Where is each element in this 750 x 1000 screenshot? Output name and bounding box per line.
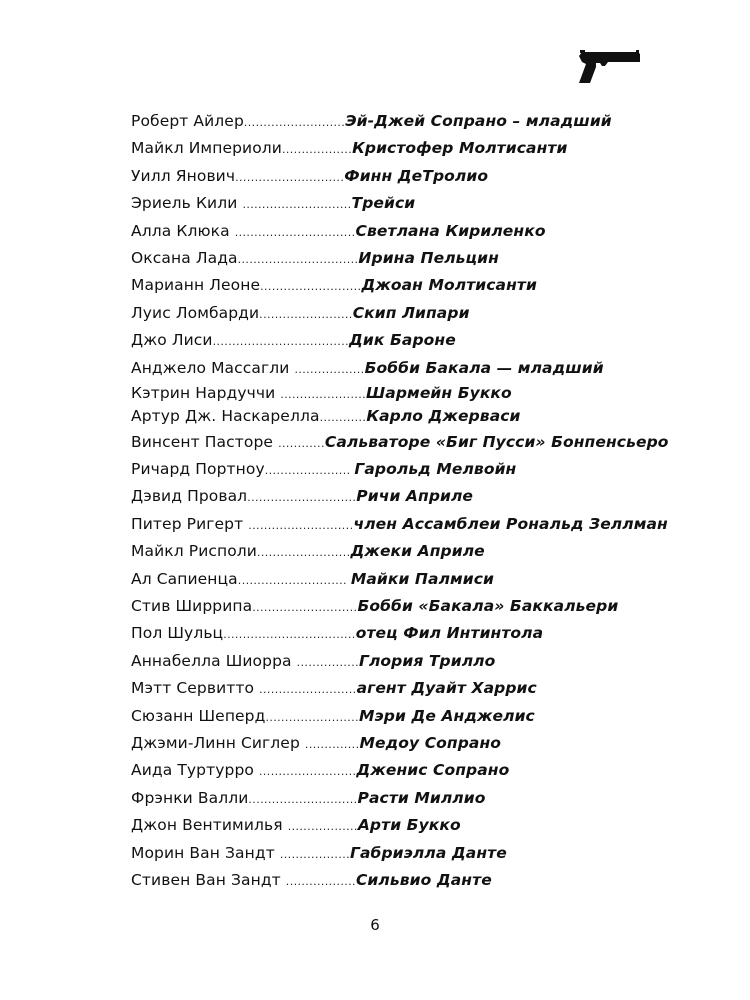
dot-leader: ........................... [252, 601, 358, 615]
character-name: Дик Бароне [349, 331, 456, 350]
actor-name: Стивен Ван Зандт [131, 870, 286, 889]
dot-leader: ............................ [242, 198, 352, 212]
actor-name: Аида Туртурро [131, 761, 259, 780]
actor-name: Алла Клюка [131, 221, 235, 240]
dot-leader: ...................... [280, 387, 367, 401]
dot-leader: ......................... [259, 683, 357, 697]
character-name: Скип Липари [352, 303, 470, 322]
character-name: отец Фил Интинтола [355, 624, 544, 643]
actor-name: Кэтрин Нардуччи [131, 383, 281, 402]
actor-name: Дэвид Провал [131, 487, 248, 506]
cast-entry [131, 272, 731, 299]
actor-name: Мэтт Сервитто [131, 679, 260, 698]
actor-name: Стив Ширрипа [131, 597, 253, 616]
cast-entry [131, 108, 731, 135]
dot-leader: ........................ [256, 546, 351, 560]
character-name: Кристофер Молтисанти [352, 139, 568, 158]
cast-entry [131, 135, 731, 162]
cast-entry [131, 355, 731, 382]
dot-leader: ............................... [234, 225, 356, 239]
dot-leader: ............ [278, 436, 325, 450]
actor-name: Луис Ломбарди [131, 303, 260, 322]
actor-name: Винсент Пасторе [131, 432, 279, 451]
cast-entry [131, 730, 731, 757]
cast-entry [131, 163, 731, 190]
character-name: Светлана Кириленко [355, 221, 546, 240]
character-name: Гарольд Мелвойн [354, 460, 517, 479]
character-name: Ричи Априле [356, 487, 474, 506]
cast-entry [131, 840, 731, 867]
cast-entry [131, 785, 731, 812]
dot-leader: .................. [294, 362, 365, 376]
dot-leader: ............................ [237, 573, 351, 587]
cast-entry [131, 867, 731, 894]
cast-entry [131, 300, 731, 327]
cast-entry [131, 382, 731, 405]
dot-leader: .................. [279, 847, 351, 861]
actor-name: Оксана Лада [131, 248, 238, 267]
character-name: член Ассамблеи Рональд Зеллман [353, 514, 668, 533]
character-name: Ирина Пельцин [358, 248, 499, 267]
cast-entry [131, 648, 731, 675]
actor-name: Ричард Портноу [131, 460, 265, 479]
dot-leader: ............................ [247, 491, 357, 505]
character-name: Расти Миллио [357, 788, 486, 807]
character-name: Арти Букко [357, 816, 461, 835]
cast-entry [131, 812, 731, 839]
dot-leader: .................................. [223, 628, 356, 642]
cast-entry [131, 456, 731, 483]
cast-entry [131, 218, 731, 245]
actor-name: Сюзанн Шеперд [131, 706, 266, 725]
character-name: Финн ДеТролио [344, 166, 489, 185]
dot-leader: ...................... [264, 464, 355, 478]
actor-name: Анджело Массагли [131, 358, 295, 377]
dot-leader: ........................... [248, 518, 354, 532]
character-name: Сильвио Данте [355, 870, 492, 889]
cast-entry [131, 566, 731, 593]
cast-entry [131, 405, 731, 428]
cast-entry [131, 538, 731, 565]
character-name: Майки Палмиси [350, 569, 494, 588]
actor-name: Питер Ригерт [131, 514, 249, 533]
dot-leader: .................. [285, 874, 356, 888]
actor-name: Марианн Леоне [131, 276, 261, 295]
dot-leader: ................ [296, 655, 359, 669]
actor-name: Морин Ван Зандт [131, 843, 280, 862]
actor-name: Джо Лиси [131, 331, 213, 350]
character-name: Бобби «Бакала» Баккальери [357, 597, 619, 616]
actor-name: Майкл Империоли [131, 139, 282, 158]
character-name: Эй-Джей Сопрано – младший [345, 112, 612, 130]
cast-entry [131, 327, 731, 354]
dot-leader: .......................... [243, 116, 346, 129]
actor-name: Роберт Айлер [131, 112, 244, 130]
actor-name: Эриель Кили [131, 194, 243, 213]
dot-leader: ............................... [237, 252, 359, 266]
dot-leader: ............................ [248, 792, 358, 806]
dot-leader: .................. [287, 820, 358, 834]
page-number: 6 [370, 916, 380, 934]
character-name: Трейси [351, 194, 416, 213]
actor-name: Ал Сапиенца [131, 569, 238, 588]
character-name: Джеки Априле [350, 542, 485, 561]
actor-name: Джон Вентимилья [131, 816, 288, 835]
dot-leader: .............. [304, 737, 360, 751]
cast-entry [131, 511, 731, 538]
dot-leader: ........................ [259, 307, 353, 321]
dot-leader: ......................... [259, 765, 357, 779]
character-name: Сальваторе «Биг Пусси» Бонпенсьеро [324, 432, 669, 451]
character-name: агент Дуайт Харрис [356, 679, 537, 698]
actor-name: Джэми-Линн Сиглер [131, 733, 305, 752]
character-name: Мэри Де Анджелис [358, 706, 535, 725]
actor-name: Уилл Янович [131, 166, 236, 185]
cast-list [131, 108, 731, 894]
actor-name: Фрэнки Валли [131, 788, 249, 807]
dot-leader: .................. [281, 143, 353, 157]
character-name: Шармейн Букко [366, 383, 512, 402]
cast-entry [131, 757, 731, 784]
dot-leader: ............................ [235, 170, 345, 184]
dot-leader: .......................... [260, 280, 362, 294]
character-name: Габриэлла Данте [350, 843, 507, 862]
character-name: Джоан Молтисанти [361, 276, 537, 295]
cast-entry [131, 245, 731, 272]
cast-entry [131, 675, 731, 702]
cast-entry [131, 190, 731, 217]
character-name: Медоу Сопрано [359, 733, 502, 752]
actor-name: Аннабелла Шиорра [131, 651, 297, 670]
dot-leader: ............ [319, 411, 367, 425]
dot-leader: ........................ [265, 710, 359, 724]
cast-entry [131, 483, 731, 510]
actor-name: Майкл Рисполи [131, 542, 257, 561]
cast-entry [131, 620, 731, 647]
character-name: Глория Трилло [359, 651, 496, 670]
cast-entry [131, 593, 731, 620]
dot-leader: ................................... [212, 335, 349, 349]
character-name: Карло Джерваси [366, 407, 521, 426]
character-name: Бобби Бакала — младший [364, 358, 604, 377]
cast-entry [131, 703, 731, 730]
cast-entry [131, 429, 731, 456]
pistol-icon [578, 50, 642, 84]
actor-name: Пол Шульц [131, 624, 224, 643]
character-name: Дженис Сопрано [356, 761, 510, 780]
actor-name: Артур Дж. Наскарелла [131, 407, 320, 426]
